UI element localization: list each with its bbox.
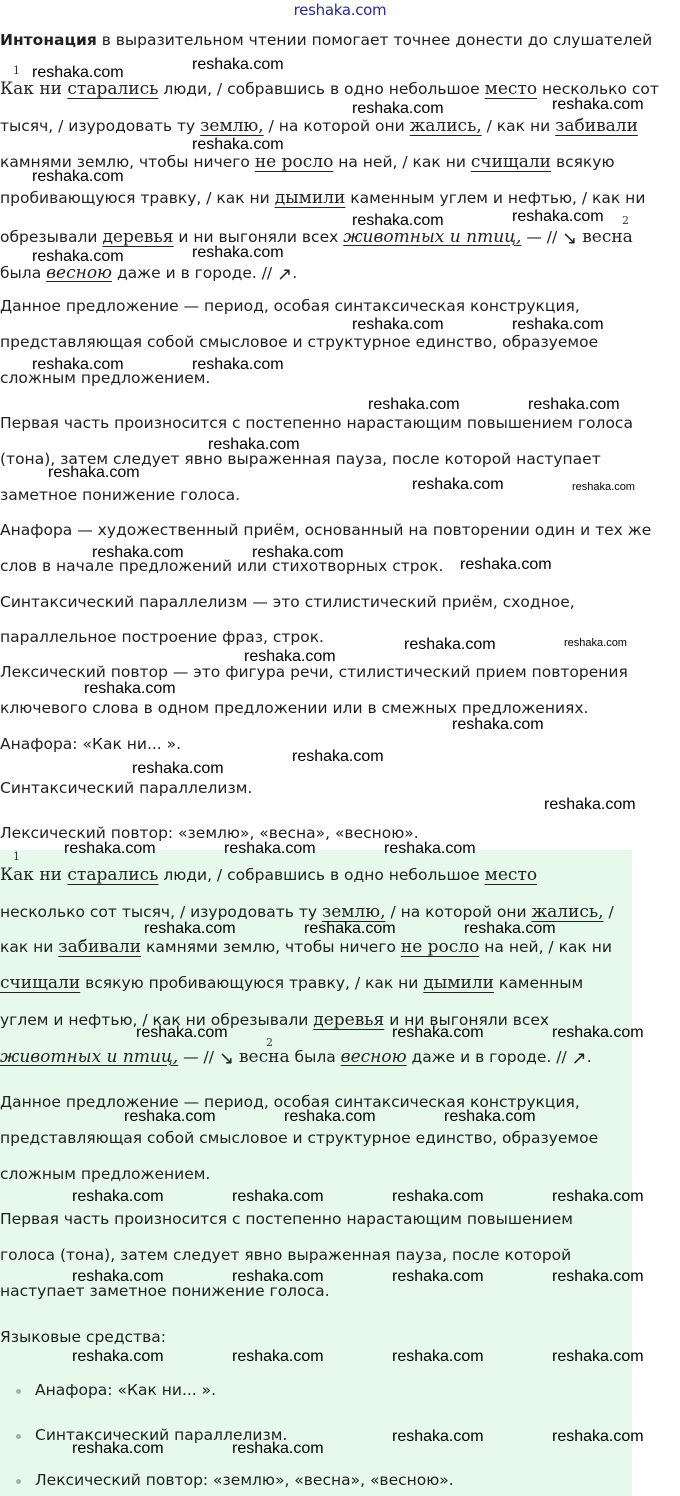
text: каменным углем и нефтью, / как ни bbox=[345, 189, 646, 207]
watermark: reshaka.com bbox=[392, 1428, 484, 1445]
green-line-4 bbox=[0, 973, 583, 993]
watermark: reshaka.com bbox=[464, 920, 556, 937]
watermark: reshaka.com bbox=[544, 796, 636, 813]
watermark: reshaka.com bbox=[192, 244, 284, 261]
text: всякую bbox=[551, 153, 615, 171]
arrow-up-icon: ↗ bbox=[277, 264, 293, 285]
text: / как ни bbox=[481, 117, 556, 135]
watermark: reshaka.com bbox=[512, 208, 604, 225]
intro-line bbox=[0, 31, 652, 49]
text: и ни выгоняли всех bbox=[173, 228, 344, 246]
underlined-word: деревья bbox=[102, 227, 174, 247]
watermark: reshaka.com bbox=[32, 356, 124, 373]
text: весна bbox=[582, 227, 633, 247]
watermark: reshaka.com bbox=[572, 481, 635, 493]
watermark: reshaka.com bbox=[72, 1268, 164, 1285]
top-para-4a: Синтаксический параллелизм — это стилистический приём, сходное, bbox=[0, 593, 575, 611]
underlined-word: счищали bbox=[0, 973, 81, 993]
watermark: reshaka.com bbox=[292, 748, 384, 765]
text: на ней, / как ни bbox=[479, 938, 612, 956]
underlined-word: счищали bbox=[470, 152, 552, 172]
watermark: reshaka.com bbox=[144, 920, 236, 937]
bullet-item: Анафора: «Как ни... ». bbox=[35, 1381, 217, 1399]
text: была bbox=[0, 264, 47, 282]
top-line-2 bbox=[0, 116, 638, 136]
underlined-word: забивали bbox=[58, 937, 142, 957]
top-para-3b: слов в начале предложений или стихотворных строк. bbox=[0, 557, 444, 575]
text: / bbox=[603, 903, 614, 921]
text: тысяч, / изуродовать ту bbox=[0, 117, 201, 135]
watermark: reshaka.com bbox=[192, 56, 284, 73]
text: каменным bbox=[493, 974, 584, 992]
bullet-item: Лексический повтор: «землю», «весна», «весною». bbox=[35, 1471, 454, 1489]
text: обрезывали bbox=[0, 228, 103, 246]
watermark: reshaka.com bbox=[224, 840, 316, 857]
watermark: reshaka.com bbox=[528, 396, 620, 413]
top-para-1c: сложным предложением. bbox=[0, 369, 211, 387]
watermark: reshaka.com bbox=[460, 556, 552, 573]
watermark: reshaka.com bbox=[352, 212, 444, 229]
bullet-dot bbox=[16, 1479, 21, 1484]
watermark: reshaka.com bbox=[32, 64, 124, 81]
top-para-1a: Данное предложение — период, особая синтаксическая конструкция, bbox=[0, 297, 580, 315]
text: и ни выгоняли всех bbox=[384, 1011, 550, 1029]
text: как ни bbox=[0, 938, 59, 956]
italic-word: весною bbox=[340, 1047, 407, 1067]
top-line-4 bbox=[0, 188, 645, 208]
watermark: reshaka.com bbox=[136, 1024, 228, 1041]
language-means-title: Языковые средства: bbox=[0, 1328, 166, 1346]
underlined-word: землю, bbox=[200, 116, 264, 136]
watermark: reshaka.com bbox=[92, 544, 184, 561]
italic-word: весною bbox=[46, 263, 113, 283]
arrow-down-icon: ↘ bbox=[218, 1048, 235, 1069]
watermark: reshaka.com bbox=[404, 636, 496, 653]
green-line-3 bbox=[0, 937, 612, 957]
watermark: reshaka.com bbox=[384, 840, 476, 857]
text: даже и в городе. // bbox=[112, 264, 273, 282]
top-para-6: Анафора: «Как ни... ». bbox=[0, 735, 182, 753]
superscript-1: 1 bbox=[13, 850, 20, 863]
text: пробивающуюся травку, / как ни bbox=[0, 189, 275, 207]
watermark: reshaka.com bbox=[392, 1188, 484, 1205]
watermark: reshaka.com bbox=[252, 544, 344, 561]
watermark: reshaka.com bbox=[244, 648, 336, 665]
top-line-5 bbox=[0, 226, 633, 247]
watermark: reshaka.com bbox=[192, 136, 284, 153]
watermark: reshaka.com bbox=[32, 168, 124, 185]
green-line-2 bbox=[0, 902, 614, 922]
text: . bbox=[586, 1048, 592, 1066]
watermark: reshaka.com bbox=[284, 1108, 376, 1125]
top-para-2a: Первая часть произносится с постепенно нарастающим повышением голоса bbox=[0, 414, 633, 432]
green-para-2c: наступает заметное понижение голоса. bbox=[0, 1282, 330, 1300]
underlined-word: дымили bbox=[423, 973, 494, 993]
italic-phrase: животных и птиц, bbox=[343, 227, 522, 247]
watermark: reshaka.com bbox=[512, 316, 604, 333]
watermark: reshaka.com bbox=[232, 1188, 324, 1205]
text: несколько сот тысяч, / изуродовать ту bbox=[0, 903, 322, 921]
underlined-word: место bbox=[484, 865, 538, 885]
intro-rest: в выразительном чтении помогает точнее донести до слушателей bbox=[96, 31, 653, 49]
arrow-down-icon: ↘ bbox=[562, 228, 578, 249]
text: люди, / собравшись в одно небольшое bbox=[158, 866, 485, 884]
watermark: reshaka.com bbox=[192, 356, 284, 373]
green-para-1a: Данное предложение — период, особая синтаксическая конструкция, bbox=[0, 1093, 580, 1111]
bullet-dot bbox=[16, 1434, 21, 1439]
top-para-2b: (тона), затем следует явно выраженная пауза, после которой наступает bbox=[0, 450, 601, 468]
watermark: reshaka.com bbox=[232, 1268, 324, 1285]
text: была bbox=[289, 1048, 341, 1066]
intro-bold: Интонация bbox=[0, 31, 97, 49]
underlined-word: жались, bbox=[409, 116, 482, 136]
watermark: reshaka.com bbox=[84, 680, 176, 697]
watermark: reshaka.com bbox=[72, 1188, 164, 1205]
text: / на которой они bbox=[263, 117, 410, 135]
text: — // bbox=[521, 228, 558, 246]
bullet-item: Синтаксический параллелизм. bbox=[35, 1426, 288, 1444]
text: всякую пробивающуюся травку, / как ни bbox=[80, 974, 424, 992]
underlined-word: деревья bbox=[313, 1010, 385, 1030]
text: люди, / собравшись в одно небольшое bbox=[158, 80, 485, 98]
watermark: reshaka.com bbox=[552, 1188, 644, 1205]
text: углем и нефтью, / как ни обрезывали bbox=[0, 1011, 314, 1029]
watermark: reshaka.com bbox=[304, 920, 396, 937]
underlined-word: дымили bbox=[274, 188, 346, 208]
watermark: reshaka.com bbox=[552, 1268, 644, 1285]
watermark: reshaka.com bbox=[72, 1348, 164, 1365]
superscript-1: 1 bbox=[13, 64, 20, 77]
watermark: reshaka.com bbox=[392, 1024, 484, 1041]
watermark: reshaka.com bbox=[208, 436, 300, 453]
watermark: reshaka.com bbox=[452, 716, 544, 733]
top-para-1b: представляющая собой смысловое и структурное единство, образуемое bbox=[0, 333, 599, 351]
green-para-1b: представляющая собой смысловое и структурное единство, образуемое bbox=[0, 1129, 599, 1147]
top-para-8: Лексический повтор: «землю», «весна», «весною». bbox=[0, 824, 419, 842]
text: камнями землю, чтобы ничего bbox=[0, 153, 255, 171]
top-para-3a: Анафора — художественный приём, основанный на повторении один и тех же bbox=[0, 521, 652, 539]
green-line-1 bbox=[0, 865, 537, 885]
arrow-up-icon: ↗ bbox=[571, 1048, 587, 1069]
watermark: reshaka.com bbox=[352, 100, 444, 117]
green-para-2a: Первая часть произносится с постепенно нарастающим повышением bbox=[0, 1210, 573, 1228]
top-para-5b: ключевого слова в одном предложении или в смежных предложениях. bbox=[0, 699, 589, 717]
top-para-7: Синтаксический параллелизм. bbox=[0, 779, 253, 797]
text: несколько сот bbox=[537, 80, 659, 98]
top-para-5a: Лексический повтор — это фигура речи, стилистический прием повторения bbox=[0, 663, 628, 681]
underlined-word: землю, bbox=[321, 902, 386, 922]
watermark: reshaka.com bbox=[64, 840, 156, 857]
watermark: reshaka.com bbox=[392, 1268, 484, 1285]
watermark: reshaka.com bbox=[132, 760, 224, 777]
superscript-2: 2 bbox=[622, 214, 629, 227]
text: на ней, / как ни bbox=[333, 153, 471, 171]
superscript-2: 2 bbox=[266, 1036, 273, 1049]
text: весна bbox=[238, 1047, 290, 1067]
underlined-word: место bbox=[484, 79, 538, 99]
watermark: reshaka.com bbox=[124, 1108, 216, 1125]
text: Как ни bbox=[0, 79, 68, 99]
text: . bbox=[292, 264, 298, 282]
watermark: reshaka.com bbox=[552, 1024, 644, 1041]
top-para-4b: параллельное построение фраз, строк. bbox=[0, 628, 324, 646]
text: — // bbox=[178, 1048, 215, 1066]
green-para-1c: сложным предложением. bbox=[0, 1165, 211, 1183]
underlined-word: не росло bbox=[254, 152, 334, 172]
watermark: reshaka.com bbox=[368, 396, 460, 413]
underlined-word: не росло bbox=[400, 937, 480, 957]
underlined-word: старались bbox=[67, 79, 159, 99]
watermark: reshaka.com bbox=[552, 1348, 644, 1365]
underlined-word: старались bbox=[67, 865, 159, 885]
underlined-word: жались, bbox=[531, 902, 604, 922]
text: Как ни bbox=[0, 865, 68, 885]
watermark: reshaka.com bbox=[444, 1108, 536, 1125]
text: даже и в городе. // bbox=[406, 1048, 567, 1066]
text: / на которой они bbox=[385, 903, 532, 921]
watermark: reshaka.com bbox=[552, 1428, 644, 1445]
green-line-6 bbox=[0, 1046, 592, 1067]
watermark: reshaka.com bbox=[32, 248, 124, 265]
italic-phrase: животных и птиц, bbox=[0, 1047, 179, 1067]
watermark: reshaka.com bbox=[232, 1348, 324, 1365]
text: камнями землю, чтобы ничего bbox=[141, 938, 401, 956]
underlined-word: забивали bbox=[555, 116, 638, 136]
bullet-dot bbox=[16, 1389, 21, 1394]
green-para-2b: голоса (тона), затем следует явно выраженная пауза, после которой bbox=[0, 1246, 572, 1264]
watermark: reshaka.com bbox=[72, 1440, 164, 1457]
watermark: reshaka.com bbox=[392, 1348, 484, 1365]
watermark: reshaka.com bbox=[232, 1440, 324, 1457]
watermark: reshaka.com bbox=[48, 464, 140, 481]
top-para-2c: заметное понижение голоса. bbox=[0, 486, 241, 504]
site-logo[interactable]: reshaka.com bbox=[293, 1, 387, 19]
watermark: reshaka.com bbox=[564, 637, 627, 649]
watermark: reshaka.com bbox=[552, 96, 644, 113]
watermark: reshaka.com bbox=[352, 316, 444, 333]
watermark: reshaka.com bbox=[412, 476, 504, 493]
